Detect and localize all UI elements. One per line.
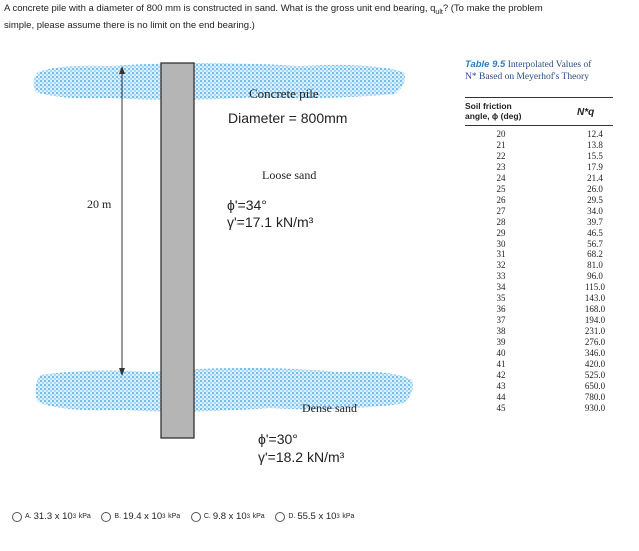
table-row [465,173,613,184]
phi-cell: 21 [496,139,506,150]
phi-cell: 37 [496,315,506,326]
table-rule-mid [465,125,613,126]
phi-cell: 40 [496,348,506,358]
nq-cell: 17.9 [587,161,603,172]
table-row [465,206,613,217]
radio-c[interactable] [191,512,201,522]
radio-d[interactable] [275,512,285,522]
nq-cell: 21.4 [587,172,603,183]
nq-cell: 13.8 [587,139,603,150]
phi-cell: 26 [496,194,506,205]
phi-cell: 24 [496,172,506,183]
nq-cell: 168.0 [584,304,606,315]
nq-cell: 81.0 [587,260,603,271]
phi-cell: 35 [496,293,506,304]
phi-cell: 43 [496,380,506,391]
phi-cell: 38 [496,326,506,337]
table-row [465,337,613,348]
phi-cell: 23 [496,161,506,172]
option-b[interactable]: B. 19.4 x 10 3 kPa [101,511,180,522]
table-row [465,129,613,140]
table-row [465,359,613,370]
table-row [465,326,613,337]
col1-header-line1: Soil friction [465,101,512,111]
table-row [465,260,613,271]
nq-cell: 46.5 [587,227,603,238]
table-row [465,348,613,359]
table-row [465,304,613,315]
table-title [465,59,635,83]
table-row [465,184,613,195]
nq-cell: 231.0 [584,326,606,337]
nq-cell: 39.7 [587,216,603,227]
phi-cell: 30 [496,238,506,249]
nq-cell: 34.0 [587,205,603,216]
table-row [465,282,613,293]
nq-cell: 930.0 [584,402,606,413]
pile-label: Concrete pile [249,86,319,101]
nq-cell: 346.0 [584,348,606,358]
option-a[interactable]: A. 31.3 x 10 3 kPa [12,511,91,522]
loose-gamma-label: γ'=17.1 kN/m³ [227,214,314,230]
nq-cell: 420.0 [584,358,606,369]
dense-sand-label: Dense sand [302,401,357,415]
phi-cell: 44 [496,391,506,402]
phi-cell: 42 [496,369,506,380]
radio-b[interactable] [101,512,111,522]
phi-cell: 28 [496,216,506,227]
radio-a[interactable] [12,512,22,522]
phi-cell: 32 [496,260,506,271]
table-row [465,195,613,206]
answer-options [12,511,362,525]
phi-cell: 29 [496,227,506,238]
table-row [465,228,613,239]
phi-cell: 33 [496,271,506,282]
question-subscript: ult [435,8,443,16]
table-title-rest: Interpolated Values of [505,60,592,70]
col1-header [465,101,521,121]
table-rule-top [465,97,613,98]
nq-cell: 115.0 [585,282,605,293]
phi-cell: 41 [496,358,506,369]
option-d[interactable]: D. 55.5 x 10 3 kPa [275,511,354,522]
table-row [465,249,613,260]
table-row [465,140,613,151]
table-title-line2: N* Based on Meyerhof's Theory [465,72,589,82]
table-row [465,381,613,392]
nq-cell: 525.0 [584,369,606,380]
table-row [465,370,613,381]
table-row [465,271,613,282]
phi-cell: 25 [496,183,506,194]
table-row [465,162,613,173]
nq-cell: 143.0 [584,293,606,304]
phi-cell: 22 [496,150,506,161]
phi-cell: 20 [496,129,506,139]
table-row [465,403,613,414]
dense-phi-label: ϕ'=30° [258,431,298,447]
nq-cell: 780.0 [584,391,606,402]
nq-cell: 650.0 [584,380,606,391]
table-row [465,151,613,162]
depth-label: 20 m [87,197,112,211]
phi-cell: 36 [496,304,506,315]
phi-cell: 34 [496,282,506,293]
table-row [465,392,613,403]
nq-cell: 12.4 [587,129,603,139]
nq-cell: 29.5 [587,194,603,205]
nq-cell: 68.2 [587,249,603,260]
question-line1: A concrete pile with a diameter of 800 mm is constructed in sand. What is the gross unit end bearing, q [4,3,436,14]
table-row [465,293,613,304]
top-sand-layer [33,63,405,100]
nq-cell: 56.7 [587,238,603,249]
table-number: Table 9.5 [465,59,506,70]
nq-cell: 26.0 [587,183,603,194]
table-row [465,239,613,250]
phi-cell: 45 [496,402,506,413]
table-row [465,217,613,228]
question-line1-end: ? (To make the problem [442,3,543,14]
nq-cell: 276.0 [584,337,606,348]
nq-cell: 194.0 [584,315,606,326]
phi-cell: 27 [496,205,506,216]
nq-cell: 15.5 [587,150,603,161]
option-c[interactable]: C. 9.8 x 10 3 kPa [191,511,265,522]
phi-cell: 31 [496,249,506,260]
col2-header: N*q [577,107,595,118]
loose-phi-label: ϕ'=34° [227,197,267,213]
loose-sand-label: Loose sand [262,168,317,182]
dense-gamma-label: γ'=18.2 kN/m³ [258,449,345,465]
nq-cell: 96.0 [587,271,603,282]
diameter-label: Diameter = 800mm [228,110,348,126]
phi-cell: 39 [496,337,506,348]
concrete-pile [161,63,194,438]
col1-header-line2: angle, ϕ (deg) [465,111,522,121]
table-row [465,315,613,326]
question-line2: simple, please assume there is no limit on the end bearing.) [4,19,255,31]
